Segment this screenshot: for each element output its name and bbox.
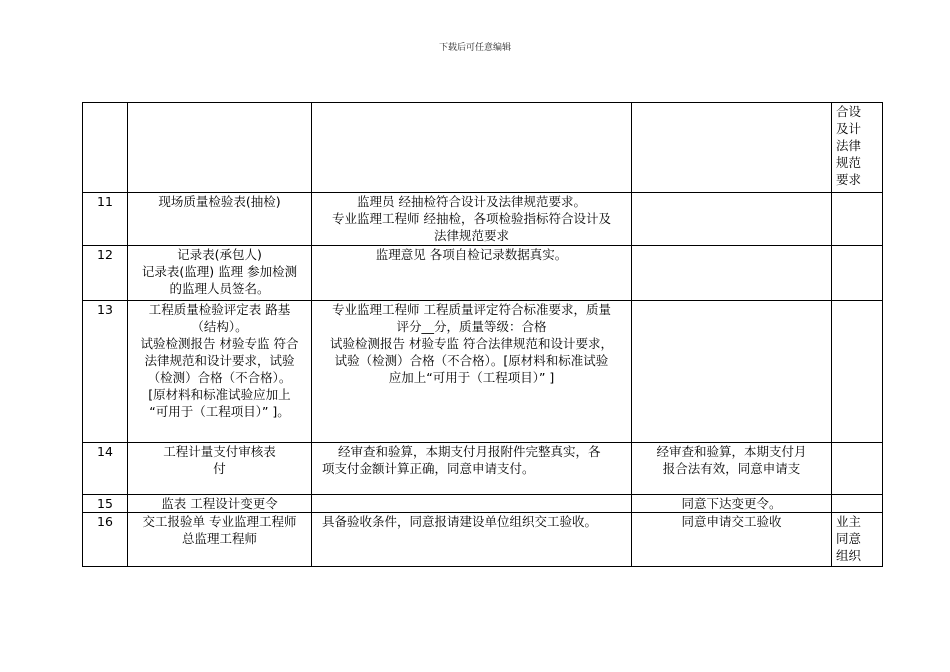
owner-line: 业主 — [836, 514, 862, 529]
owner-line: 及计 — [836, 121, 862, 136]
description-cell — [312, 193, 632, 246]
table-row — [83, 301, 883, 443]
opinion-line: 报合法有效，同意申请支 — [662, 461, 801, 476]
owner-cell — [832, 103, 883, 193]
item-line: “可用于（工程项目）” ]。 — [149, 404, 290, 419]
item-line: 监表 工程设计变更令 — [161, 496, 278, 511]
opinion-cell — [632, 103, 832, 193]
item-line: （检测）合格（不合格）。 — [147, 370, 292, 385]
item-line: （结构）。 — [191, 319, 248, 334]
description-line: 经审查和验算，本期支付月报附件完整真实，各 — [338, 444, 601, 459]
description-line: 法律规范要求 — [433, 228, 509, 243]
description-line: 监理员 经抽检符合设计及法律规范要求。 — [357, 194, 586, 209]
table-row — [83, 443, 883, 495]
owner-line: 合设 — [836, 104, 862, 119]
item-line: 记录表(监理) 监理 参加检测 — [141, 264, 298, 279]
item-line: 付 — [213, 461, 226, 476]
supervision-table — [82, 102, 883, 567]
row-number: 11 — [83, 193, 128, 246]
item-cell — [128, 443, 312, 495]
item-line: [原材料和标准试验应加上 — [148, 387, 291, 402]
owner-cell — [832, 193, 883, 246]
owner-cell — [832, 301, 883, 443]
header-note: 下载后可任意编辑 — [438, 43, 511, 53]
owner-cell — [832, 495, 883, 513]
item-cell — [128, 193, 312, 246]
owner-cell — [832, 246, 883, 301]
item-line: 工程质量检验评定表 路基 — [148, 302, 291, 317]
description-line: 专业监理工程师 工程质量评定符合标准要求，质量 — [332, 302, 611, 317]
description-cell — [312, 513, 632, 567]
description-line: 试验检测报告 材验专监 符合法律规范和设计要求， — [330, 336, 613, 351]
owner-line: 规范 — [836, 155, 862, 170]
description-line: 应加上“可用于（工程项目）” ] — [388, 370, 555, 385]
description-cell — [312, 103, 632, 193]
item-line: 交工报验单 专业监理工程师 — [142, 514, 297, 529]
row-number: 14 — [83, 443, 128, 495]
owner-line: 法律 — [836, 138, 862, 153]
row-number — [83, 103, 128, 193]
description-cell — [312, 301, 632, 443]
item-line: 现场质量检验表(抽检) — [158, 194, 281, 209]
item-cell — [128, 246, 312, 301]
opinion-cell — [632, 495, 832, 513]
table-row — [83, 495, 883, 513]
owner-line: 同意 — [836, 531, 862, 546]
owner-line: 要求 — [836, 172, 862, 187]
table-row — [83, 193, 883, 246]
item-cell — [128, 513, 312, 567]
description-cell — [312, 443, 632, 495]
row-number: 13 — [83, 301, 128, 443]
description-cell — [312, 246, 632, 301]
description-line: 专业监理工程师 经抽检，各项检验指标符合设计及 — [332, 211, 611, 226]
description-line: 试验（检测）合格（不合格）。[原材料和标准试验 — [334, 353, 609, 368]
table-row — [83, 513, 883, 567]
opinion-line: 同意下达变更令。 — [681, 496, 782, 511]
item-line: 记录表(承包人) — [177, 247, 262, 262]
opinion-cell — [632, 513, 832, 567]
row-number: 16 — [83, 513, 128, 567]
table-row — [83, 103, 883, 193]
opinion-cell — [632, 193, 832, 246]
description-line: 项支付金额计算正确，同意申请支付。 — [322, 461, 535, 476]
item-line: 法律规范和设计要求，试验 — [144, 353, 295, 368]
item-cell — [128, 301, 312, 443]
row-number: 12 — [83, 246, 128, 301]
item-cell — [128, 103, 312, 193]
owner-line: 组织 — [836, 548, 862, 563]
description-cell — [312, 495, 632, 513]
item-line: 的监理人员签名。 — [169, 281, 270, 296]
description-line: 评分__分，质量等级：合格 — [396, 319, 547, 334]
owner-cell — [832, 443, 883, 495]
table-row — [83, 246, 883, 301]
description-line: 监理意见 各项自检记录数据真实。 — [375, 247, 568, 262]
opinion-cell — [632, 301, 832, 443]
opinion-cell — [632, 443, 832, 495]
item-line: 试验检测报告 材验专监 符合 — [140, 336, 299, 351]
item-line: 总监理工程师 — [181, 531, 257, 546]
description-line: 具备验收条件，同意报请建设单位组织交工验收。 — [322, 514, 598, 529]
item-cell — [128, 495, 312, 513]
owner-cell — [832, 513, 883, 567]
opinion-cell — [632, 246, 832, 301]
opinion-line: 经审查和验算，本期支付月 — [656, 444, 807, 459]
opinion-line: 同意申请交工验收 — [681, 514, 782, 529]
row-number: 15 — [83, 495, 128, 513]
item-line: 工程计量支付审核表 — [163, 444, 276, 459]
